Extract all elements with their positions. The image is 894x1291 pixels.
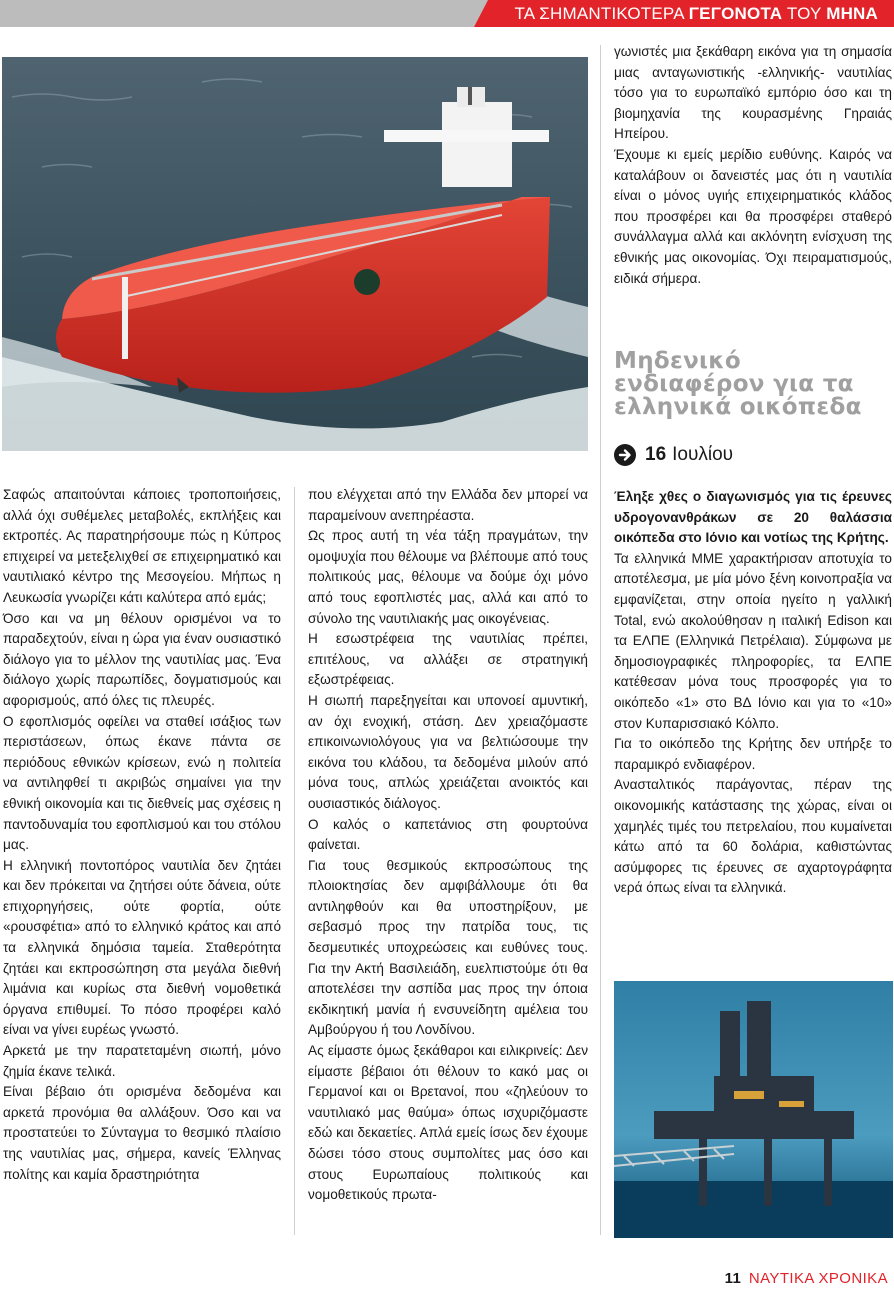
body-column-3: [614, 42, 892, 289]
column-divider: [600, 45, 601, 1235]
article-body: [614, 487, 892, 899]
paragraph: Ο εφοπλισμός οφείλει να σταθεί ισάξιος των περιστάσεων, όπως έκανε πάντα σε περιόδους εθνικών κρίσεων, ενώ η πολιτεία να αντιληφθεί τι ακριβώς σημαίνει για την εθνική οικονομία και τις διεθνείς μας σχέσεις η παντοδυναμία του εφοπλισμού και του στόλου μας.: [3, 713, 281, 853]
paragraph: Αρκετά με την παρατεταμένη σιωπή, μόνο ζημία έκανε τελικά.: [3, 1043, 281, 1079]
paragraph: Τα ελληνικά ΜΜΕ χαρακτήρισαν αποτυχία το αποτέλεσμα, με μία μόνο ξένη κοινοπραξία να εμφανίζεται, στην οποία ηγείτο η γαλλική Total, ενώ ακολούθησαν η ιταλική Edison και τα ΕΛΠΕ (Ελληνικά Πετρέλαια). Σύμφωνα με δημοσιογραφικές πληροφορίες, τα ΕΛΠΕ κατέθεσαν μόνα τους προσφορές για το οικόπεδο «1» στο ΒΔ Ιόνιο και για το «10» στον Κυπαρισσιακό Κόλπο.: [614, 550, 892, 731]
paragraph: Η εσωστρέφεια της ναυτιλίας πρέπει, επιτέλους, να αλλάξει σε στρατηγική εξωστρέφειας.: [308, 631, 588, 688]
paragraph: Όσο και να μη θέλουν ορισμένοι να το παραδεχτούν, είναι η ώρα για έναν ουσιαστικό διάλογο για το μέλλον της ναυτιλίας μας. Ένα διάλογο χωρίς παρωπίδες, δογματισμούς και αφορισμούς, από όλες τις πλευρές.: [3, 610, 281, 708]
magazine-name: ΝΑΥΤΙΚΑ ΧΡΟΝΙΚΑ: [748, 1270, 888, 1287]
tanker-photo: [2, 57, 588, 451]
date-day: 16: [645, 444, 667, 465]
page-footer: [725, 1270, 888, 1287]
column-divider: [294, 487, 295, 1235]
paragraph: γωνιστές μια ξεκάθαρη εικόνα για τη σημασία μιας ανταγωνιστικής -ελληνικής- ναυτιλίας τόσο για το ευρωπαϊκό εμπόριο όσο και τη βιομηχανία της κουρασμένης Γηραιάς Ηπείρου.: [614, 44, 892, 142]
arrow-right-circle-icon: [614, 444, 636, 466]
paragraph: Η σιωπή παρεξηγείται και υπονοεί αμυντική, αν όχι ενοχική, στάση. Δεν χρειαζόμαστε επικοινωνιολόγους για να βελτιώσουμε την εικόνα του κλάδου, τα δεδομένα μιλούν από μόνα τους, απλώς χρειάζεται ανοικτός και ουσιαστικός διάλογος.: [308, 692, 588, 811]
page-number: 11: [724, 1270, 742, 1287]
paragraph: Για τους θεσμικούς εκπροσώπους της πλοιοκτησίας δεν αμφιβάλλουμε ότι θα αντιληφθούν και θα υποστηρίξουν, με σεβασμό προς την πατρίδα τους, τις δεσμευτικές υποχρεώσεις και ευθύνες τους. Για την Ακτή Βασιλειάδη, ευελπιστούμε ότι θα αποτελέσει την ασπίδα μας προς την όποια εκδικητική μανία ή ενσυνείδητη αμέλεια του Αμβούργου ή του Λονδίνου.: [308, 857, 588, 1038]
section-title: ΤΑ ΣΗΜΑΝΤΙΚΟΤΕΡΑ ΓΕΓΟΝΟΤΑ ΤΟΥ ΜΗΝΑ: [514, 4, 878, 23]
oil-platform-photo: [614, 981, 893, 1238]
paragraph: Ως προς αυτή τη νέα τάξη πραγμάτων, την ομοψυχία που θέλουμε να βλέπουμε από τους πολιτικούς μας, θέλουμε να δούμε όχι μόνο από τους εφοπλιστές μας, αλλά και από το σύνολο της ναυτιλιακής μας οικογένειας.: [308, 528, 588, 626]
paragraph: που ελέγχεται από την Ελλάδα δεν μπορεί να παραμείνουν ανεπηρέαστα.: [308, 487, 588, 523]
paragraph: Είναι βέβαιο ότι ορισμένα δεδομένα και αρκετά προνόμια θα αλλάξουν. Όσο και να προστατεύει το Σύνταγμα το θεσμικό πλαίσιο της ναυτιλίας μας, σήμερα, κανείς Έλληνας πολίτης και καμία δραστηριότητα: [3, 1084, 281, 1182]
article-lead: Έληξε χθες ο διαγωνισμός για τις έρευνες υδρογονανθράκων σε 20 θαλάσσια οικόπεδα στο Ιόνιο και νοτίως της Κρήτης.: [614, 489, 892, 546]
body-column-2: [308, 485, 588, 1206]
paragraph: Σαφώς απαιτούνται κάποιες τροποποιήσεις, αλλά όχι συθέμελες μεταβολές, εκπλήξεις και εκτροπές. Ας παρατηρήσουμε πώς η Κύπρος επιχειρεί να μετεξελιχθεί σε επιχειρηματικό και ναυτιλιακό κέντρο της Μεσογείου. Μήπως η Λευκωσία γνωρίζει κάτι καλύτερα από εμάς;: [3, 487, 281, 605]
paragraph: Η ελληνική ποντοπόρος ναυτιλία δεν ζητάει και δεν πρόκειται να ζητήσει ούτε δάνεια, ούτε επιχορηγήσεις, ούτε φορτία, ούτε «ρουσφέτια» από το ελληνικό κράτος και από τα ελληνικά δημόσια ταμεία. Σταθερότητα ζητάει και εκπροσώπηση στα μεγάλα διεθνή λιμάνια και κυρίως στα διεθνή νομοθετικά όργανα επιθυμεί. Το πόσο προφέρει καλό είναι να γίνει ευρέως γνωστό.: [3, 857, 281, 1038]
paragraph: Για το οικόπεδο της Κρήτης δεν υπήρξε το παραμικρό ενδιαφέρον.: [614, 736, 892, 772]
article-headline: Μηδενικό ενδιαφέρον για τα ελληνικά οικόπεδα: [614, 348, 862, 420]
article-dateline: [614, 443, 733, 467]
paragraph: Έχουμε κι εμείς μερίδιο ευθύνης. Καιρός να καταλάβουν οι δανειστές μας ότι η ναυτιλία είναι ο μόνος υγιής επιχειρηματικός κλάδος που προσφέρει και θα προσφέρει σταθερό συνάλλαγμα αλλά και ακλόνητη ενίσχυση της εθνικής μας οικονομίας. Όχι πειραματισμούς, ειδικά σήμερα.: [614, 146, 892, 286]
body-column-1: [3, 485, 281, 1185]
paragraph: Ας είμαστε όμως ξεκάθαροι και ειλικρινείς: Δεν είμαστε βέβαιοι ότι θέλουν το κακό μας οι Γερμανοί και οι Βρετανοί, που «ζηλεύουν το ναυτιλιακό μας θαύμα» όπως ισχυριζόμαστε εδώ και δεκαετίες. Απλά εμείς ίσως δεν έχουμε δώσει τόσο στους συμπολίτες μας όσο και στους Ευρωπαίους πολιτικούς και νομοθετικούς πρωτα-: [308, 1043, 588, 1203]
paragraph: Ο καλός ο καπετάνιος στη φουρτούνα φαίνεται.: [308, 816, 588, 853]
date-month: Ιουλίου: [672, 444, 734, 465]
paragraph: Ανασταλτικός παράγοντας, πέραν της οικονομικής κατάστασης της χώρας, είναι οι χαμηλές τιμές του πετρελαίου, που κυμαίνεται κάτω από τα 60 δολάρια, καθιστώντας ασύμφορες τις έρευνες σε αχαρτογράφητα νερά όπως είναι τα ελληνικά.: [614, 777, 892, 896]
